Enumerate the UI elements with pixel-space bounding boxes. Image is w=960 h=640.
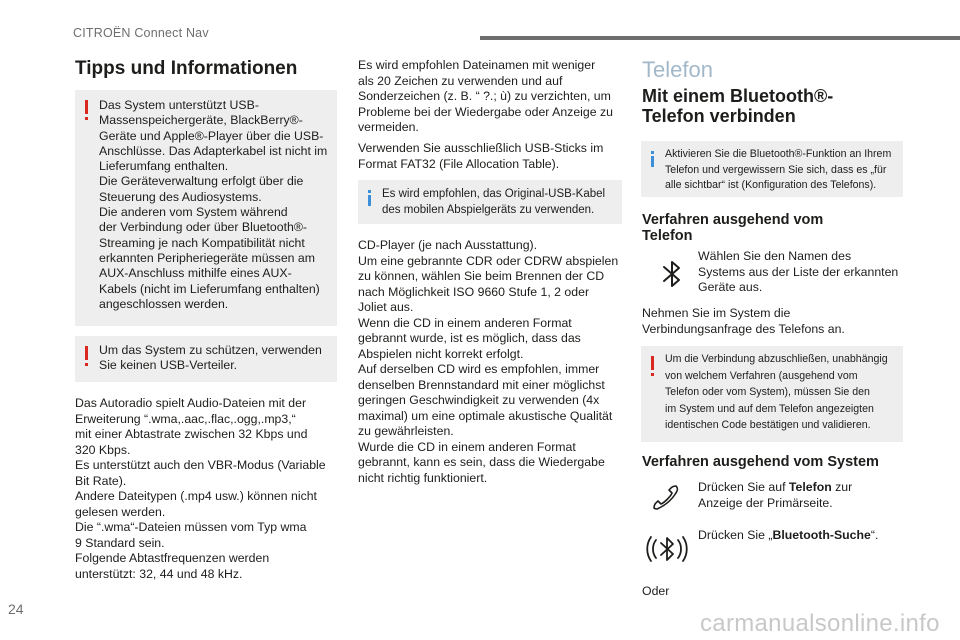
warning-icon: [85, 346, 88, 360]
info-box-usb-cable: [358, 180, 622, 224]
accept-request-paragraph: Nehmen Sie im System die Verbindungsanfrage des Telefons an.: [642, 306, 845, 336]
info-icon: [368, 195, 371, 206]
warning-box-code: [641, 346, 903, 442]
subtitle-bluetooth-connect: Mit einem Bluetooth®- Telefon verbinden: [642, 86, 834, 126]
page-number: 24: [8, 601, 24, 617]
step-bluetooth-search: [698, 528, 908, 544]
step-press-telefon-suffix: zur Anzeige der Primärseite.: [698, 480, 853, 510]
procedure-from-system-title: Verfahren ausgehend vom System: [642, 454, 879, 470]
info-box-bluetooth: [641, 141, 903, 197]
warning-box-usb: [75, 90, 337, 326]
warning-icon: [85, 100, 88, 114]
bluetooth-search-label: Bluetooth-Suche: [772, 528, 871, 542]
phone-handset-icon: [647, 477, 685, 515]
info-text-usb-cable: Es wird empfohlen, das Original-USB-Kabel des mobilen Abspielgeräts zu verwenden.: [382, 188, 606, 216]
section-title-telefon: Telefon: [642, 57, 713, 82]
bluetooth-search-icon: [645, 527, 689, 571]
watermark: carmanualsonline.info: [700, 610, 940, 637]
step-bluetooth-search-suffix: “.: [870, 528, 879, 542]
audio-formats-paragraph: Das Autoradio spielt Audio-Dateien mit der Erweiterung “.wma,.aac,.flac,.ogg,.mp3,“ mit einer Abtastrate zwischen 32 Kbps und 320 Kbps. Es unterstützt auch den VBR-Modus (Variable Bit Rate). Andere Dateitypen (.mp4 usw.) können nicht gelesen werden. Die “.wma“-Dateien müssen vom Typ wma 9 Standard sein. Folgende Abtastfrequenzen werden unterstützt: 32, 44 und 48 kHz.: [75, 396, 326, 581]
bluetooth-icon: [654, 256, 690, 292]
info-icon: [651, 156, 654, 167]
oder-text: Oder: [642, 584, 670, 598]
cd-player-paragraph: CD-Player (je nach Ausstattung). Um eine gebrannte CDR oder CDRW abspielen zu können, wählen Sie beim Brennen der CD nach Möglichkeit ISO 9660 Stufe 1, 2 oder Joliet aus. Wenn die CD in einem anderen Format gebrannt wurde, ist es möglich, dass das Abspielen nicht korrekt erfolgt. Auf derselben CD wird es empfohlen, immer denselben Brennstandard mit einer möglichst geringen Geschwindigkeit zu verwenden (4x maximal) um eine optimale akustische Qualität zu gewährleisten. Wurde die CD in einem anderen Format gebrannt, kann es sein, dass die Wiedergabe nicht richtig funktioniert.: [358, 238, 619, 485]
warning-box-usb-hub: [75, 336, 337, 382]
header-rule: [480, 36, 960, 40]
info-text-bluetooth: Aktivieren Sie die Bluetooth®-Funktion an Ihrem Telefon und vergewissern Sie sich, dass es „für alle sichtbar“ ist (Konfiguration des Telefons).: [665, 148, 892, 191]
page-header: [0, 0, 960, 40]
procedure-from-phone-title: Verfahren ausgehend vom Telefon: [642, 212, 824, 244]
manual-title: CITROËN Connect Nav: [73, 26, 209, 40]
step-press-telefon-prefix: Drücken Sie auf: [698, 480, 789, 494]
step-press-telefon: [698, 480, 908, 511]
section-title-tipps: Tipps und Informationen: [75, 58, 298, 79]
warning-text-code: Um die Verbindung abzuschließen, unabhängig von welchem Verfahren (ausgehend vom Telefon oder vom System), müssen Sie den im System und auf dem Telefon angezeigten identischen Code bestätigen und validieren.: [665, 353, 888, 431]
fat32-paragraph: Verwenden Sie ausschließlich USB-Sticks im Format FAT32 (File Allocation Table).: [358, 141, 604, 171]
warning-text-usb-hub: Um das System zu schützen, verwenden Sie keinen USB-Verteiler.: [99, 343, 322, 373]
step-select-system-name: Wählen Sie den Namen des Systems aus der Liste der erkannten Geräte aus.: [698, 249, 899, 294]
warning-text-usb: Das System unterstützt USB- Massenspeichergeräte, BlackBerry®- Geräte und Apple®-Player über die USB- Anschlüsse. Das Adapterkabel ist nicht im Lieferumfang enthalten. Die Geräteverwaltung erfolgt über die Steuerung des Audiosystems. Die anderen vom System während der Verbindung oder über Bluetooth®- Streaming je nach Kompatibilität nicht erkannten Peripheriegeräte müssen am AUX-Anschluss mithilfe eines AUX- Kabels (nicht im Lieferumfang enthalten) angeschlossen werden.: [99, 98, 328, 311]
warning-icon: [651, 356, 654, 370]
telefon-button-label: Telefon: [788, 480, 832, 494]
filename-paragraph: Es wird empfohlen Dateinamen mit weniger als 20 Zeichen zu verwenden und auf Sonderzeichen (z. B. “ ?.; ù) zu verzichten, um Probleme bei der Wiedergabe oder Anzeige zu vermeiden.: [358, 58, 613, 134]
step-bluetooth-search-prefix: Drücken Sie „: [698, 528, 773, 542]
